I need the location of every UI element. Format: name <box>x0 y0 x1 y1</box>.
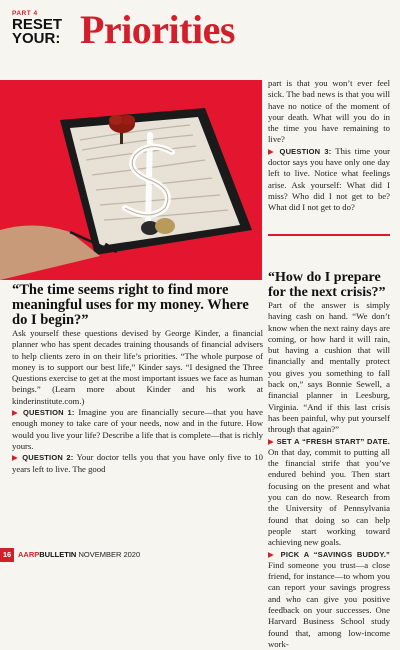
headline-kicker-line2: YOUR: <box>12 30 61 47</box>
triangle-bullet-icon: ▶ <box>268 436 275 446</box>
question-2-text: Your doctor tells you that you have only five to 10 years left to live. The good <box>12 452 264 474</box>
tip-savings-buddy-text: Find someone you trust—a close friend, for instance—to whom you can report your savings progress and who can give you positive feedback on your successes. One Harvard Business School study found that, among low-income work- <box>268 559 390 649</box>
question-1-label: QUESTION 1: <box>22 408 75 418</box>
section-label: PART 4 <box>12 10 38 17</box>
headline-kicker-line1: RESET <box>12 16 63 33</box>
right-column-top <box>268 78 390 214</box>
zen-garden-illustration <box>0 80 262 280</box>
question-1 <box>12 407 263 452</box>
tip-fresh-start <box>268 436 390 549</box>
question-3 <box>268 146 390 214</box>
tip-fresh-start-text: On that day, commit to putting all the financial strife that you’ve endured behind you. Then start focusing on the present and what you can do now. Research from the University of Pennsylvania found that doing so can help people start working toward achieving new goals. <box>268 446 390 548</box>
section-divider <box>268 234 390 236</box>
headline-title: Priorities <box>80 7 235 52</box>
tip-fresh-start-label: SET A “FRESH START” DATE. <box>276 436 390 446</box>
page-footer <box>0 548 400 562</box>
question-2 <box>12 452 263 475</box>
tip-savings-buddy <box>268 549 390 650</box>
question-2-label: QUESTION 2: <box>22 453 74 463</box>
right-column-bottom <box>268 270 390 650</box>
brand-bulletin: BULLETIN <box>39 550 77 559</box>
pull-quote-next-crisis: “How do I prepare for the next crisis?” <box>268 270 386 300</box>
question-3-label: QUESTION 3: <box>279 146 332 156</box>
left-column <box>12 283 263 475</box>
triangle-bullet-icon: ▶ <box>12 408 20 418</box>
page-number: 16 <box>0 548 14 562</box>
triangle-bullet-icon: ▶ <box>268 549 277 559</box>
triangle-bullet-icon: ▶ <box>12 453 19 463</box>
issue-date: NOVEMBER 2020 <box>78 550 141 559</box>
headline-kicker <box>12 18 62 46</box>
publication-line <box>18 550 140 559</box>
body-paragraph: Ask yourself these questions devised by George Kinder, a financial planner who has spent decades training thousands of financial advisers to help clients zero in on their life’s priorities. “The whole purpose of money is to support our best life,” Kinder says. “I designed the Three Questions exercise to get at the most important issues we face as human beings.” (Learn more about Kinder and his work at kinderinstitute.com.) <box>12 328 263 406</box>
question-3-text: This time your doctor says you have only one day left to live. Notice what feelings arise. Ask yourself: What did I miss? Who did I not get to be? What did I not get to do? <box>268 145 391 213</box>
body-paragraph: Part of the answer is simply having cash on hand. “We don’t know when the next rainy days are coming, or how hard it will rain, but having a cushion that will financially and mentally protect you gives you something to fall back on,” says Bonnie Sewell, a financial planner in Leesburg, Virginia. “And if this last crisis has been painful, why put yourself through that again?” <box>268 300 390 435</box>
zen-garden-tray-photo <box>0 80 262 280</box>
body-paragraph-continued: part is that you won’t ever feel sick. The bad news is that you will have no notice of the moment of your death. What will you do in the time you have remaining to live? <box>268 78 390 145</box>
pull-quote-meaningful-uses: “The time seems right to find more meaningful uses for my money. Where do I begin?” <box>12 282 249 328</box>
brand-aarp: AARP <box>18 550 40 559</box>
triangle-bullet-icon: ▶ <box>268 146 276 156</box>
question-1-text: Imagine you are financially secure—that you have enough money to take care of your needs, now and in the future. How would you live your life? Describe a life that is complete—that is richly yours. <box>12 407 264 451</box>
tip-savings-buddy-label: PICK A “SAVINGS BUDDY.” <box>280 549 390 559</box>
